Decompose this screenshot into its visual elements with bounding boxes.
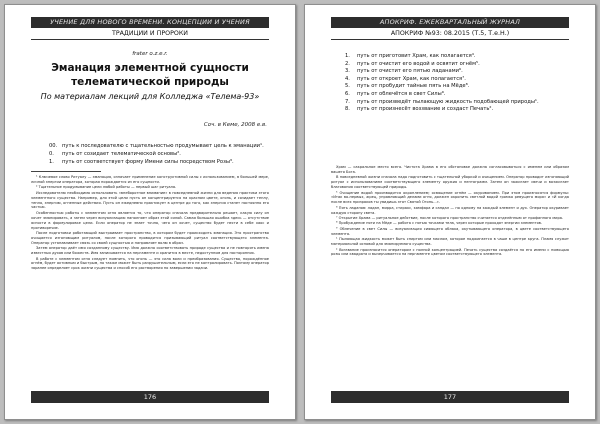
list-item-text: путь от созидает телематической основы². (62, 150, 181, 157)
left-body-text (31, 175, 269, 391)
article-signature: Соч. в Кеме, 2008 е.в. (203, 122, 267, 128)
list-item (49, 159, 275, 167)
right-running-header: АПОКРИФ. ЕЖЕКВАРТАЛЬНЫЙ ЖУРНАЛ (331, 17, 569, 28)
list-item-text: путь от приготовит Храм, как полагается⁴. (357, 53, 476, 59)
list-item-number: 5. (345, 83, 350, 90)
list-item-text: путь от откроет Храм, как полагается⁷. (357, 75, 466, 82)
list-item-text: путь от соответствует форму Имени силы посредством Розы³. (62, 158, 234, 165)
list-item-text: путь от облечётся в свет Силы⁹. (357, 90, 446, 97)
body-paragraph: После подготовки работающий выстраивает пространство, в котором будет происходить эманация. Это пространство очищается изгоняющим ритуалом, после которого проводится призывающий ритуал соответствующего элемента. Оператор устанавливает связь со своей сущностью и направляет волю в образ. (31, 230, 269, 245)
body-paragraph: Исследователю необходимо использовать «внеборотное внимание» в повседневной жизни для ведения практики этого элементного существа. Например, для этой цели пусть он концентрируется на красном цвете, огонь, и созидает теплу, тепло, энергию, огненные действия. Пусть он ежедневно практикует в центре до того, как энергия станет постоянно его частью. (31, 190, 269, 210)
list-item-text: путь от пробудит тайные пять на Мёде⁸. (357, 83, 470, 90)
list-item (345, 61, 575, 69)
list-item-text: путь к последователю с тщательностью продумывает цель к эманации¹. (62, 143, 264, 149)
body-paragraph: ¹ Ключевое слово Ритуалу — эманация, означает применение конструктивной силы с использованием, в большей мере, личной энергии оператора, которая порождается из его сущности. (31, 175, 269, 184)
list-item-number: 2. (345, 60, 350, 67)
list-item-number: 4. (345, 75, 350, 82)
article-title-line-2: телематической природы (71, 76, 229, 88)
list-item-number: 7. (345, 98, 350, 105)
right-page-number: 177 (331, 391, 569, 403)
right-section-header: АПОКРИФ №93: 08.2015 (Т.5, Т.е.Н.) (331, 29, 569, 40)
list-item (345, 83, 575, 91)
list-item-text: путь от очистит его водой и освятит огнём⁵. (357, 60, 480, 67)
list-item-number: 1. (345, 53, 350, 59)
list-item-text: путь от произведёт пылающую жидкость подобающей природы¹. (357, 98, 539, 105)
body-paragraph: В работе с элементом огня следует помнить, что огонь — это сила воли и преобразования. Существо, порождённое огнём, будет активным и быстрым, но также может быть разрушительным, если его не контролировать. Поэтому оператор заранее определяет срок жизни существа и способ его растворения по завершении задачи. (31, 256, 269, 271)
list-item (345, 106, 575, 114)
body-paragraph: ⁵ Очищение водой производится окроплением; освящение огнём — окуриванием. При этом произносятся формулы: «Итак во-первых, жрец, управляющий делами огня, должен окропить светлой водой громко ревущего моря» и «И когда после всех призраков ты увидишь этот Святой Огонь...». (331, 190, 569, 205)
body-paragraph: ⁷ Открытие Храма — ритуальное действие, после которого пространство считается отделённым от профанного мира. (336, 216, 564, 221)
list-item-number: 1. (49, 158, 54, 165)
list-item (49, 143, 275, 151)
list-item (345, 99, 575, 107)
body-paragraph: ² Воззвание произносится оператором с полной концентрацией. Печать существа создаётся по его имени с помощью розы или квадрата и вычерчивается на пергаменте цветом соответствующего элемента. (331, 247, 569, 257)
left-page (4, 4, 296, 420)
body-paragraph: Затем оператор даёт имя созданному существу. Имя должно соответствовать природе существа и не повторять имена известных духов или божеств. Имя записывается на пергаменте и хранится в месте, недоступном для посторонних. (31, 246, 269, 256)
body-paragraph: ² Тщательное продумывание цели любой работы — первый шаг ритуала. (36, 185, 177, 190)
list-item-number: 00. (49, 143, 58, 149)
list-item-number: 0. (49, 150, 54, 157)
article-title (29, 61, 271, 89)
body-paragraph: Особенностью работы с элементом огня является то, что оператор сначала предварительно решает, какую силу он хочет эманировать, а затем через визуализацию наполняет образ этой силой. Самая большая ошибка здесь — отсутствие ясности в формулировке цели. Если оператор не знает точно, чего он хочет, существо будет нести в себе хаос и противоречие. (31, 210, 269, 230)
list-item-number: 8. (345, 106, 350, 113)
body-paragraph: Храм — сакральное место всего. Чистота Храма в его обстановке должна согласовываться с именем или образом вашего Бога. (331, 165, 569, 174)
list-item-text: путь от очистит его пятью ладанами⁶. (357, 68, 463, 75)
left-running-header: УЧЕНИЕ ДЛЯ НОВОГО ВРЕМЕНИ. КОНЦЕПЦИИ И УЧЕНИЯ (31, 17, 269, 28)
list-item-text: путь от произнесёт воззвание и создаст Печать². (357, 106, 494, 113)
article-author: frater o.z.e.r. (132, 51, 168, 57)
body-paragraph: В повседневной жизни сначала надо подготовить с тщательной уборкой и очищением. Оператор проводит изгоняющий ритуал с использованием соответствующего элементу оружия и пентаграмм. Затем он зажигает свечи и возжигает благовония соответствующей природы. (331, 175, 569, 190)
right-page (304, 4, 596, 420)
body-paragraph: ⁶ Пять ладанов: ладан, мирра, стиракс, камфара и сандал — по одному на каждый элемент и дух. Оператор окуривает каждую сторону света. (331, 205, 569, 215)
body-paragraph: ¹ Пылающая жидкость может быть спиртом или маслом, которое поджигается в чаше в центре круга. Пламя служит материальной основой для эманируемого существа. (331, 237, 569, 247)
intro-step-list (49, 143, 275, 166)
article-title-line-1: Эманация элементной сущности (51, 62, 249, 74)
left-section-header: ТРАДИЦИИ И ПРОРОКИ (31, 29, 269, 40)
left-page-number: 176 (31, 391, 269, 403)
list-item-number: 6. (345, 90, 350, 97)
body-paragraph: ⁸ Пробуждение пяти на Мёде — работа с пятью точками тела, через которые проходят энергии элементов. (336, 221, 543, 226)
list-item-number: 3. (345, 68, 350, 75)
list-item (345, 91, 575, 99)
footnote-divider (31, 171, 101, 172)
article-subtitle: По материалам лекций для Колледжа «Телема-93» (40, 92, 260, 101)
list-item (345, 68, 575, 76)
ritual-step-list (345, 53, 575, 114)
list-item (49, 151, 275, 159)
list-item (345, 53, 575, 61)
right-body-text (331, 165, 569, 391)
body-paragraph: ⁹ Облечение в свет Силы — визуализация сияющего облака, окутывающего оператора, в цвете соответствующего элемента. (331, 226, 569, 236)
